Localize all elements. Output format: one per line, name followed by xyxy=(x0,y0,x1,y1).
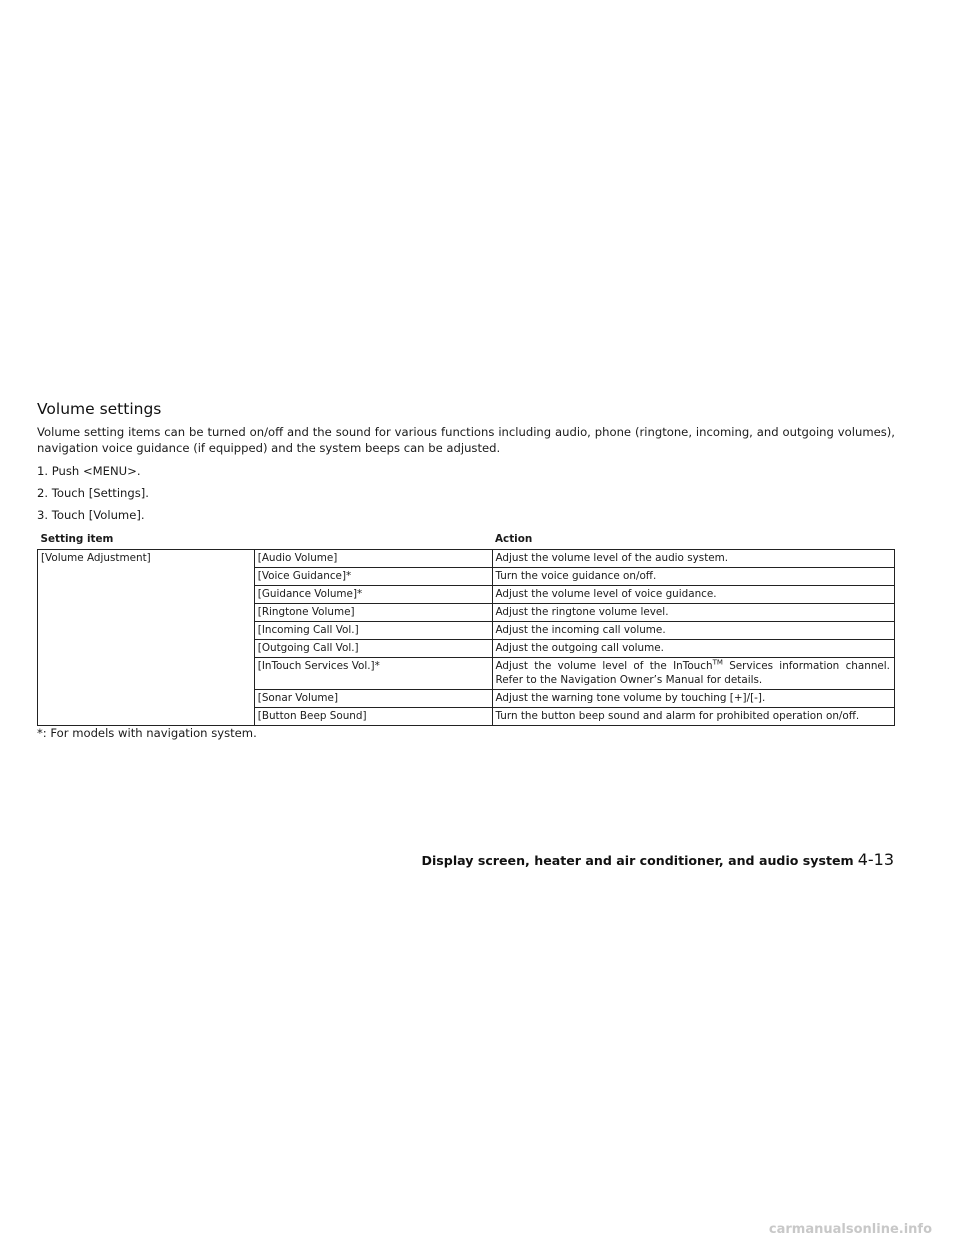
header-setting-item: Setting item xyxy=(38,531,493,550)
row-item: [Incoming Call Vol.] xyxy=(254,622,492,640)
step-1: 1. Push <MENU>. xyxy=(37,464,141,478)
row-action: Adjust the incoming call volume. xyxy=(492,622,895,640)
table-row xyxy=(38,550,895,568)
row-action: Adjust the warning tone volume by touching [+]/[-]. xyxy=(492,690,895,708)
group-label: [Volume Adjustment] xyxy=(38,550,255,726)
row-item: [Sonar Volume] xyxy=(254,690,492,708)
footer-chapter-title: Display screen, heater and air conditioner, and audio system xyxy=(421,853,854,868)
page-number: 4-13 xyxy=(857,850,894,869)
row-item: [Ringtone Volume] xyxy=(254,604,492,622)
row-action xyxy=(492,658,895,690)
row-item: [Button Beep Sound] xyxy=(254,708,492,726)
row-item: [Audio Volume] xyxy=(254,550,492,568)
section-title: Volume settings xyxy=(37,400,162,418)
row-item: [InTouch Services Vol.]* xyxy=(254,658,492,690)
row-item: [Voice Guidance]* xyxy=(254,568,492,586)
footnote: *: For models with navigation system. xyxy=(37,726,257,740)
row-item: [Outgoing Call Vol.] xyxy=(254,640,492,658)
table-header-row xyxy=(38,531,895,550)
row-action: Adjust the volume level of voice guidance. xyxy=(492,586,895,604)
page-footer xyxy=(422,850,894,869)
row-item: [Guidance Volume]* xyxy=(254,586,492,604)
row-action: Adjust the ringtone volume level. xyxy=(492,604,895,622)
row-action: Adjust the outgoing call volume. xyxy=(492,640,895,658)
row-action: Adjust the volume level of the audio system. xyxy=(492,550,895,568)
step-2: 2. Touch [Settings]. xyxy=(37,486,149,500)
row-action: Turn the button beep sound and alarm for prohibited operation on/off. xyxy=(492,708,895,726)
header-action: Action xyxy=(492,531,895,550)
step-3: 3. Touch [Volume]. xyxy=(37,508,145,522)
volume-settings-table xyxy=(37,531,895,726)
row-action: Turn the voice guidance on/off. xyxy=(492,568,895,586)
trademark-mark: TM xyxy=(712,658,723,667)
intro-paragraph: Volume setting items can be turned on/off and the sound for various functions including audio, phone (ringtone, incoming, and outgoing volumes), navigation voice guidance (if equipped) and the system beeps can be adjusted. xyxy=(37,425,895,455)
action-text-post: Services information channel. Refer to the Navigation Owner’s Manual for details. xyxy=(495,660,890,686)
watermark: carmanualsonline.info xyxy=(768,1222,932,1237)
action-text-pre: Adjust the volume level of the InTouch xyxy=(495,660,713,672)
